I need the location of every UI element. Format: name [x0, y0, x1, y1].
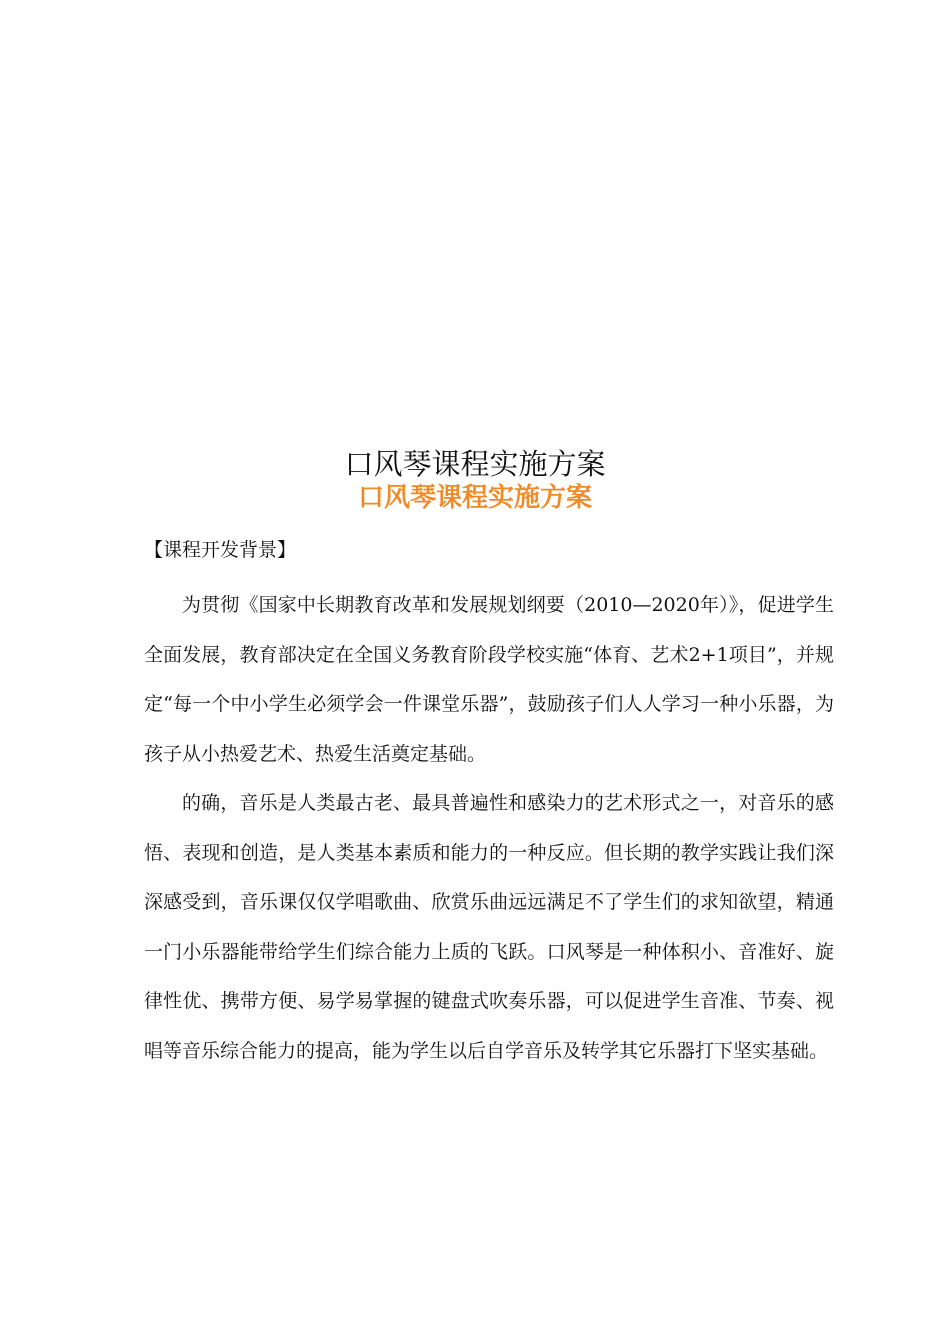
document-title: 口风琴课程实施方案	[344, 447, 606, 481]
paragraph-2: 的确，音乐是人类最古老、最具普遍性和感染力的艺术形式之一，对音乐的感悟、表现和创造，是人类基本素质和能力的一种反应。但长期的教学实践让我们深深感受到，音乐课仅仅学唱歌曲、欣赏乐曲远远满足不了学生们的求知欲望，精通一门小乐器能带给学生们综合能力上质的飞跃。口风琴是一种体积小、音准好、旋律性优、携带方便、易学易掌握的键盘式吹奏乐器，可以促进学生音准、节奏、视唱等音乐综合能力的提高，能为学生以后自学音乐及转学其它乐器打下坚实基础。	[144, 792, 834, 1062]
paragraph-1: 为贯彻《国家中长期教育改革和发展规划纲要（2010—2020年）》，促进学生全面发展，教育部决定在全国义务教育阶段学校实施“体育、艺术2+1项目”，并规定“每一个中小学生必须学会一件课堂乐器”，鼓励孩子们人人学习一种小乐器，为孩子从小热爱艺术、热爱生活奠定基础。	[144, 594, 834, 765]
section-heading: 【课程开发背景】	[144, 539, 297, 561]
document-body	[144, 532, 834, 1076]
document-title-accent: 口风琴课程实施方案	[357, 483, 592, 513]
